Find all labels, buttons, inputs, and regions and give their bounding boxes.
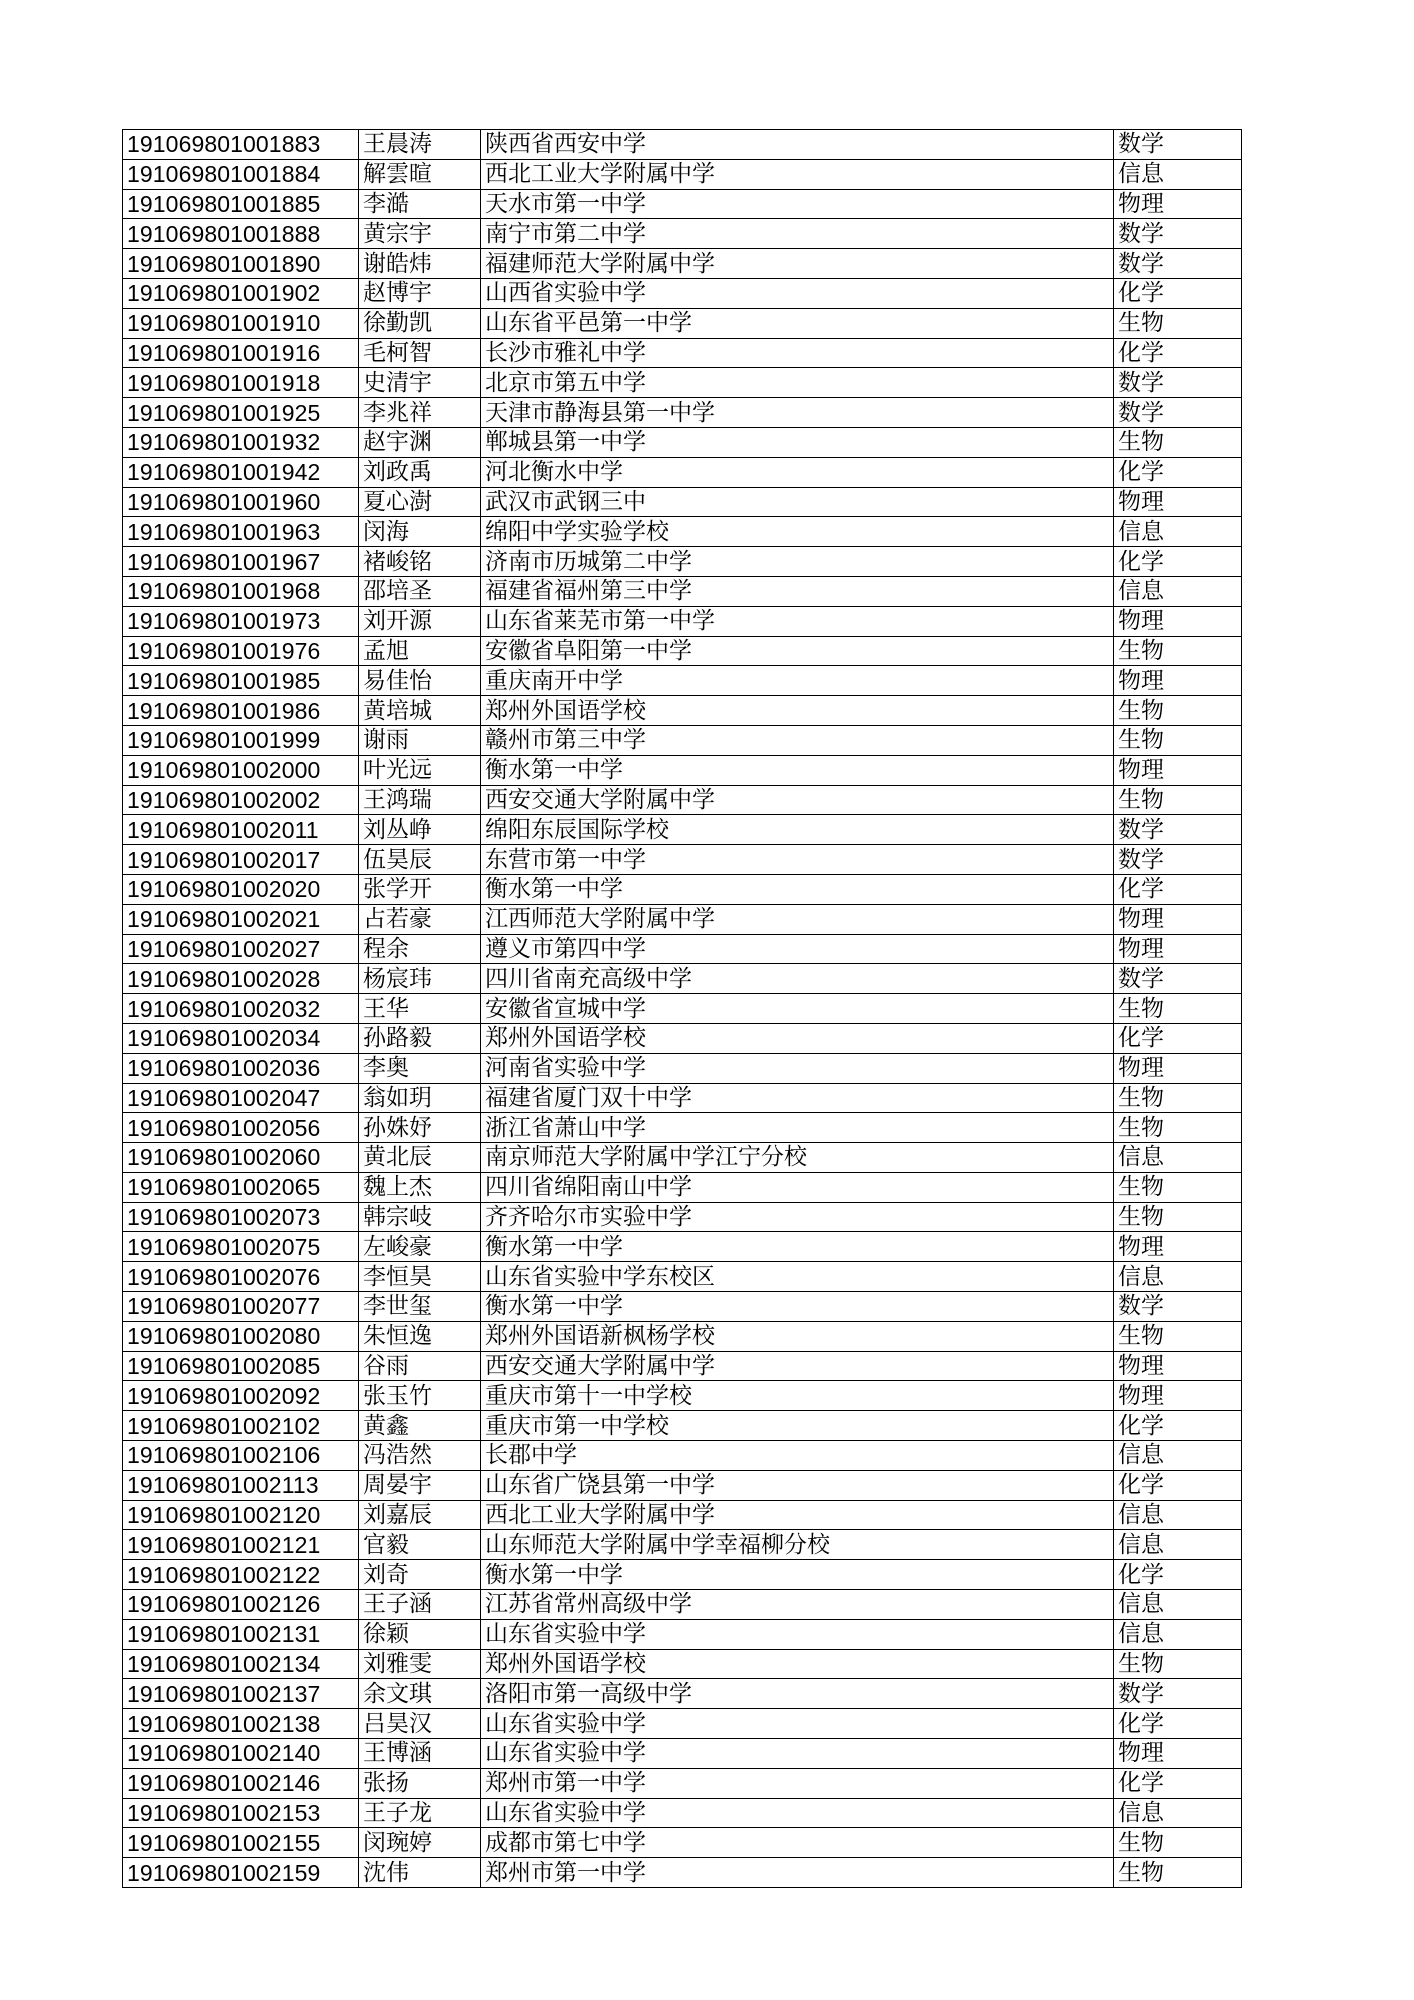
student-name-cell: 刘奇	[359, 1560, 481, 1590]
student-name-cell: 徐颖	[359, 1619, 481, 1649]
table-row	[123, 1172, 1242, 1202]
registration-number-cell: 191069801001968	[123, 576, 359, 606]
student-name-cell: 周晏宇	[359, 1470, 481, 1500]
table-row	[123, 398, 1242, 428]
subject-cell: 物理	[1114, 666, 1242, 696]
student-name-cell: 冯浩然	[359, 1441, 481, 1471]
subject-cell: 物理	[1114, 1053, 1242, 1083]
table-row	[123, 427, 1242, 457]
registration-number-cell: 191069801002080	[123, 1321, 359, 1351]
school-cell: 西安交通大学附属中学	[481, 785, 1114, 815]
subject-cell: 物理	[1114, 1232, 1242, 1262]
table-row	[123, 1083, 1242, 1113]
subject-cell: 信息	[1114, 1798, 1242, 1828]
school-cell: 郑州外国语学校	[481, 1649, 1114, 1679]
student-name-cell: 黄宗宇	[359, 219, 481, 249]
registration-number-cell: 191069801002146	[123, 1768, 359, 1798]
school-cell: 四川省南充高级中学	[481, 964, 1114, 994]
subject-cell: 化学	[1114, 1709, 1242, 1739]
school-cell: 绵阳东辰国际学校	[481, 815, 1114, 845]
table-row	[123, 517, 1242, 547]
school-cell: 西北工业大学附属中学	[481, 1500, 1114, 1530]
subject-cell: 生物	[1114, 1172, 1242, 1202]
school-cell: 山东省实验中学	[481, 1739, 1114, 1769]
subject-cell: 生物	[1114, 1858, 1242, 1888]
subject-cell: 信息	[1114, 576, 1242, 606]
table-row	[123, 1053, 1242, 1083]
registration-number-cell: 191069801001985	[123, 666, 359, 696]
table-row	[123, 636, 1242, 666]
student-name-cell: 刘嘉辰	[359, 1500, 481, 1530]
school-cell: 山东师范大学附属中学幸福柳分校	[481, 1530, 1114, 1560]
table-row	[123, 1679, 1242, 1709]
subject-cell: 化学	[1114, 1470, 1242, 1500]
registration-number-cell: 191069801002092	[123, 1381, 359, 1411]
school-cell: 北京市第五中学	[481, 368, 1114, 398]
subject-cell: 数学	[1114, 845, 1242, 875]
school-cell: 成都市第七中学	[481, 1828, 1114, 1858]
student-name-cell: 吕昊汉	[359, 1709, 481, 1739]
school-cell: 南京师范大学附属中学江宁分校	[481, 1143, 1114, 1173]
school-cell: 衡水第一中学	[481, 1292, 1114, 1322]
registration-number-cell: 191069801001888	[123, 219, 359, 249]
school-cell: 山东省实验中学	[481, 1709, 1114, 1739]
subject-cell: 化学	[1114, 1411, 1242, 1441]
subject-cell: 生物	[1114, 725, 1242, 755]
school-cell: 安徽省阜阳第一中学	[481, 636, 1114, 666]
student-name-cell: 谷雨	[359, 1351, 481, 1381]
table-row	[123, 1441, 1242, 1471]
subject-cell: 物理	[1114, 1351, 1242, 1381]
school-cell: 洛阳市第一高级中学	[481, 1679, 1114, 1709]
subject-cell: 生物	[1114, 636, 1242, 666]
school-cell: 郑州市第一中学	[481, 1768, 1114, 1798]
subject-cell: 化学	[1114, 1768, 1242, 1798]
table-row	[123, 1113, 1242, 1143]
subject-cell: 数学	[1114, 368, 1242, 398]
student-name-cell: 刘雅雯	[359, 1649, 481, 1679]
table-row	[123, 815, 1242, 845]
subject-cell: 信息	[1114, 1143, 1242, 1173]
student-name-cell: 王华	[359, 994, 481, 1024]
student-name-cell: 王晨涛	[359, 130, 481, 160]
table-row	[123, 159, 1242, 189]
subject-cell: 生物	[1114, 308, 1242, 338]
registration-number-cell: 191069801002077	[123, 1292, 359, 1322]
student-name-cell: 闵琬婷	[359, 1828, 481, 1858]
subject-cell: 化学	[1114, 874, 1242, 904]
subject-cell: 物理	[1114, 755, 1242, 785]
registration-number-cell: 191069801002034	[123, 1023, 359, 1053]
subject-cell: 数学	[1114, 1292, 1242, 1322]
table-row	[123, 1768, 1242, 1798]
school-cell: 山东省实验中学	[481, 1619, 1114, 1649]
subject-cell: 化学	[1114, 1560, 1242, 1590]
subject-cell: 信息	[1114, 1500, 1242, 1530]
school-cell: 郑州外国语新枫杨学校	[481, 1321, 1114, 1351]
school-cell: 郑州外国语学校	[481, 1023, 1114, 1053]
student-name-cell: 刘丛峥	[359, 815, 481, 845]
school-cell: 郑州外国语学校	[481, 696, 1114, 726]
school-cell: 福建省福州第三中学	[481, 576, 1114, 606]
registration-number-cell: 191069801002002	[123, 785, 359, 815]
subject-cell: 生物	[1114, 696, 1242, 726]
table-row	[123, 1649, 1242, 1679]
student-name-cell: 谢雨	[359, 725, 481, 755]
school-cell: 山东省平邑第一中学	[481, 308, 1114, 338]
registration-number-cell: 191069801001918	[123, 368, 359, 398]
student-name-cell: 刘政禹	[359, 457, 481, 487]
subject-cell: 化学	[1114, 338, 1242, 368]
registration-number-cell: 191069801002113	[123, 1470, 359, 1500]
school-cell: 福建省厦门双十中学	[481, 1083, 1114, 1113]
registration-number-cell: 191069801002020	[123, 874, 359, 904]
subject-cell: 数学	[1114, 130, 1242, 160]
table-row	[123, 278, 1242, 308]
student-name-cell: 褚峻铭	[359, 547, 481, 577]
table-row	[123, 1232, 1242, 1262]
registration-number-cell: 191069801001942	[123, 457, 359, 487]
student-name-cell: 史清宇	[359, 368, 481, 398]
table-row	[123, 725, 1242, 755]
table-row	[123, 1858, 1242, 1888]
table-row	[123, 1709, 1242, 1739]
subject-cell: 化学	[1114, 547, 1242, 577]
student-name-cell: 赵博宇	[359, 278, 481, 308]
table-row	[123, 219, 1242, 249]
registration-number-cell: 191069801002140	[123, 1739, 359, 1769]
subject-cell: 物理	[1114, 1739, 1242, 1769]
subject-cell: 生物	[1114, 1649, 1242, 1679]
table-row	[123, 547, 1242, 577]
roster-body	[123, 130, 1242, 1888]
student-name-cell: 杨宸玮	[359, 964, 481, 994]
school-cell: 西北工业大学附属中学	[481, 159, 1114, 189]
table-row	[123, 1798, 1242, 1828]
school-cell: 山东省实验中学东校区	[481, 1262, 1114, 1292]
registration-number-cell: 191069801001883	[123, 130, 359, 160]
subject-cell: 化学	[1114, 1023, 1242, 1053]
registration-number-cell: 191069801002155	[123, 1828, 359, 1858]
student-name-cell: 叶光远	[359, 755, 481, 785]
subject-cell: 物理	[1114, 487, 1242, 517]
student-name-cell: 李澔	[359, 189, 481, 219]
table-row	[123, 1023, 1242, 1053]
school-cell: 长沙市雅礼中学	[481, 338, 1114, 368]
school-cell: 四川省绵阳南山中学	[481, 1172, 1114, 1202]
subject-cell: 生物	[1114, 785, 1242, 815]
table-row	[123, 1739, 1242, 1769]
registration-number-cell: 191069801002121	[123, 1530, 359, 1560]
registration-number-cell: 191069801002017	[123, 845, 359, 875]
school-cell: 衡水第一中学	[481, 1232, 1114, 1262]
registration-number-cell: 191069801002073	[123, 1202, 359, 1232]
subject-cell: 生物	[1114, 1113, 1242, 1143]
subject-cell: 信息	[1114, 517, 1242, 547]
student-name-cell: 毛柯智	[359, 338, 481, 368]
registration-number-cell: 191069801002000	[123, 755, 359, 785]
registration-number-cell: 191069801002065	[123, 1172, 359, 1202]
registration-number-cell: 191069801002106	[123, 1441, 359, 1471]
registration-number-cell: 191069801001967	[123, 547, 359, 577]
subject-cell: 物理	[1114, 904, 1242, 934]
registration-number-cell: 191069801002120	[123, 1500, 359, 1530]
school-cell: 浙江省萧山中学	[481, 1113, 1114, 1143]
student-name-cell: 魏上杰	[359, 1172, 481, 1202]
school-cell: 绵阳中学实验学校	[481, 517, 1114, 547]
school-cell: 郸城县第一中学	[481, 427, 1114, 457]
school-cell: 山东省广饶县第一中学	[481, 1470, 1114, 1500]
registration-number-cell: 191069801001902	[123, 278, 359, 308]
table-row	[123, 1202, 1242, 1232]
registration-number-cell: 191069801002056	[123, 1113, 359, 1143]
table-row	[123, 755, 1242, 785]
table-row	[123, 934, 1242, 964]
table-row	[123, 338, 1242, 368]
school-cell: 山东省实验中学	[481, 1798, 1114, 1828]
school-cell: 山东省莱芜市第一中学	[481, 606, 1114, 636]
registration-number-cell: 191069801002102	[123, 1411, 359, 1441]
registration-number-cell: 191069801001973	[123, 606, 359, 636]
table-row	[123, 576, 1242, 606]
student-name-cell: 占若豪	[359, 904, 481, 934]
registration-number-cell: 191069801002134	[123, 1649, 359, 1679]
student-name-cell: 黄北辰	[359, 1143, 481, 1173]
registration-number-cell: 191069801002085	[123, 1351, 359, 1381]
subject-cell: 化学	[1114, 457, 1242, 487]
student-name-cell: 张玉竹	[359, 1381, 481, 1411]
table-row	[123, 1143, 1242, 1173]
subject-cell: 数学	[1114, 398, 1242, 428]
registration-number-cell: 191069801002137	[123, 1679, 359, 1709]
subject-cell: 数学	[1114, 964, 1242, 994]
subject-cell: 信息	[1114, 1619, 1242, 1649]
school-cell: 山西省实验中学	[481, 278, 1114, 308]
student-name-cell: 刘开源	[359, 606, 481, 636]
subject-cell: 数学	[1114, 1679, 1242, 1709]
student-name-cell: 赵宇渊	[359, 427, 481, 457]
subject-cell: 数学	[1114, 815, 1242, 845]
student-name-cell: 孟旭	[359, 636, 481, 666]
table-row	[123, 1619, 1242, 1649]
table-row	[123, 874, 1242, 904]
student-name-cell: 徐勤凯	[359, 308, 481, 338]
school-cell: 重庆市第十一中学校	[481, 1381, 1114, 1411]
table-row	[123, 487, 1242, 517]
table-row	[123, 785, 1242, 815]
registration-number-cell: 191069801001999	[123, 725, 359, 755]
subject-cell: 物理	[1114, 606, 1242, 636]
school-cell: 江西师范大学附属中学	[481, 904, 1114, 934]
student-name-cell: 朱恒逸	[359, 1321, 481, 1351]
school-cell: 衡水第一中学	[481, 1560, 1114, 1590]
student-name-cell: 翁如玥	[359, 1083, 481, 1113]
table-row	[123, 964, 1242, 994]
student-name-cell: 李兆祥	[359, 398, 481, 428]
student-name-cell: 官毅	[359, 1530, 481, 1560]
subject-cell: 信息	[1114, 1262, 1242, 1292]
subject-cell: 生物	[1114, 1828, 1242, 1858]
school-cell: 江苏省常州高级中学	[481, 1590, 1114, 1620]
registration-number-cell: 191069801002060	[123, 1143, 359, 1173]
subject-cell: 物理	[1114, 1381, 1242, 1411]
registration-number-cell: 191069801002021	[123, 904, 359, 934]
table-row	[123, 666, 1242, 696]
registration-number-cell: 191069801001910	[123, 308, 359, 338]
school-cell: 陕西省西安中学	[481, 130, 1114, 160]
table-row	[123, 130, 1242, 160]
registration-number-cell: 191069801001932	[123, 427, 359, 457]
student-name-cell: 李恒昊	[359, 1262, 481, 1292]
table-row	[123, 606, 1242, 636]
student-name-cell: 邵培圣	[359, 576, 481, 606]
school-cell: 河北衡水中学	[481, 457, 1114, 487]
student-name-cell: 伍昊辰	[359, 845, 481, 875]
school-cell: 天津市静海县第一中学	[481, 398, 1114, 428]
registration-number-cell: 191069801001976	[123, 636, 359, 666]
student-name-cell: 程余	[359, 934, 481, 964]
school-cell: 武汉市武钢三中	[481, 487, 1114, 517]
student-name-cell: 闵海	[359, 517, 481, 547]
student-name-cell: 张扬	[359, 1768, 481, 1798]
subject-cell: 信息	[1114, 1530, 1242, 1560]
school-cell: 齐齐哈尔市实验中学	[481, 1202, 1114, 1232]
registration-number-cell: 191069801001986	[123, 696, 359, 726]
student-name-cell: 王博涵	[359, 1739, 481, 1769]
student-name-cell: 孙姝妤	[359, 1113, 481, 1143]
school-cell: 衡水第一中学	[481, 755, 1114, 785]
student-name-cell: 王鸿瑞	[359, 785, 481, 815]
school-cell: 福建师范大学附属中学	[481, 249, 1114, 279]
student-name-cell: 孙路毅	[359, 1023, 481, 1053]
subject-cell: 物理	[1114, 934, 1242, 964]
registration-number-cell: 191069801001960	[123, 487, 359, 517]
table-row	[123, 368, 1242, 398]
registration-number-cell: 191069801001884	[123, 159, 359, 189]
registration-number-cell: 191069801001963	[123, 517, 359, 547]
registration-number-cell: 191069801002159	[123, 1858, 359, 1888]
school-cell: 南宁市第二中学	[481, 219, 1114, 249]
registration-number-cell: 191069801002153	[123, 1798, 359, 1828]
school-cell: 天水市第一中学	[481, 189, 1114, 219]
student-name-cell: 王子龙	[359, 1798, 481, 1828]
school-cell: 衡水第一中学	[481, 874, 1114, 904]
registration-number-cell: 191069801002122	[123, 1560, 359, 1590]
subject-cell: 化学	[1114, 278, 1242, 308]
table-row	[123, 904, 1242, 934]
subject-cell: 生物	[1114, 1083, 1242, 1113]
student-name-cell: 张学开	[359, 874, 481, 904]
registration-number-cell: 191069801002027	[123, 934, 359, 964]
school-cell: 遵义市第四中学	[481, 934, 1114, 964]
table-row	[123, 189, 1242, 219]
registration-number-cell: 191069801002138	[123, 1709, 359, 1739]
table-row	[123, 1560, 1242, 1590]
table-row	[123, 994, 1242, 1024]
registration-number-cell: 191069801002076	[123, 1262, 359, 1292]
subject-cell: 信息	[1114, 1590, 1242, 1620]
student-name-cell: 李奥	[359, 1053, 481, 1083]
table-row	[123, 1590, 1242, 1620]
student-name-cell: 左峻豪	[359, 1232, 481, 1262]
subject-cell: 物理	[1114, 189, 1242, 219]
school-cell: 重庆市第一中学校	[481, 1411, 1114, 1441]
table-row	[123, 696, 1242, 726]
school-cell: 河南省实验中学	[481, 1053, 1114, 1083]
student-name-cell: 易佳怡	[359, 666, 481, 696]
subject-cell: 生物	[1114, 1202, 1242, 1232]
school-cell: 重庆南开中学	[481, 666, 1114, 696]
table-row	[123, 845, 1242, 875]
subject-cell: 生物	[1114, 427, 1242, 457]
table-row	[123, 1411, 1242, 1441]
school-cell: 长郡中学	[481, 1441, 1114, 1471]
student-name-cell: 夏心澍	[359, 487, 481, 517]
table-row	[123, 249, 1242, 279]
table-row	[123, 1321, 1242, 1351]
student-name-cell: 解雲暄	[359, 159, 481, 189]
registration-number-cell: 191069801001925	[123, 398, 359, 428]
table-row	[123, 1381, 1242, 1411]
student-name-cell: 黄鑫	[359, 1411, 481, 1441]
registration-number-cell: 191069801002036	[123, 1053, 359, 1083]
table-row	[123, 1351, 1242, 1381]
registration-number-cell: 191069801001890	[123, 249, 359, 279]
student-roster-table	[122, 129, 1242, 1888]
registration-number-cell: 191069801002131	[123, 1619, 359, 1649]
student-name-cell: 王子涵	[359, 1590, 481, 1620]
student-name-cell: 谢皓炜	[359, 249, 481, 279]
subject-cell: 生物	[1114, 994, 1242, 1024]
subject-cell: 数学	[1114, 219, 1242, 249]
school-cell: 郑州市第一中学	[481, 1858, 1114, 1888]
student-name-cell: 余文琪	[359, 1679, 481, 1709]
registration-number-cell: 191069801002032	[123, 994, 359, 1024]
subject-cell: 信息	[1114, 1441, 1242, 1471]
table-row	[123, 1470, 1242, 1500]
registration-number-cell: 191069801002126	[123, 1590, 359, 1620]
student-name-cell: 黄培城	[359, 696, 481, 726]
table-row	[123, 1262, 1242, 1292]
table-row	[123, 457, 1242, 487]
table-row	[123, 1828, 1242, 1858]
school-cell: 赣州市第三中学	[481, 725, 1114, 755]
registration-number-cell: 191069801002075	[123, 1232, 359, 1262]
registration-number-cell: 191069801001916	[123, 338, 359, 368]
registration-number-cell: 191069801002047	[123, 1083, 359, 1113]
registration-number-cell: 191069801001885	[123, 189, 359, 219]
student-name-cell: 沈伟	[359, 1858, 481, 1888]
subject-cell: 生物	[1114, 1321, 1242, 1351]
table-row	[123, 1292, 1242, 1322]
subject-cell: 数学	[1114, 249, 1242, 279]
registration-number-cell: 191069801002011	[123, 815, 359, 845]
table-row	[123, 1530, 1242, 1560]
school-cell: 安徽省宣城中学	[481, 994, 1114, 1024]
subject-cell: 信息	[1114, 159, 1242, 189]
school-cell: 济南市历城第二中学	[481, 547, 1114, 577]
school-cell: 东营市第一中学	[481, 845, 1114, 875]
student-name-cell: 李世玺	[359, 1292, 481, 1322]
table-row	[123, 1500, 1242, 1530]
student-name-cell: 韩宗岐	[359, 1202, 481, 1232]
registration-number-cell: 191069801002028	[123, 964, 359, 994]
school-cell: 西安交通大学附属中学	[481, 1351, 1114, 1381]
table-row	[123, 308, 1242, 338]
